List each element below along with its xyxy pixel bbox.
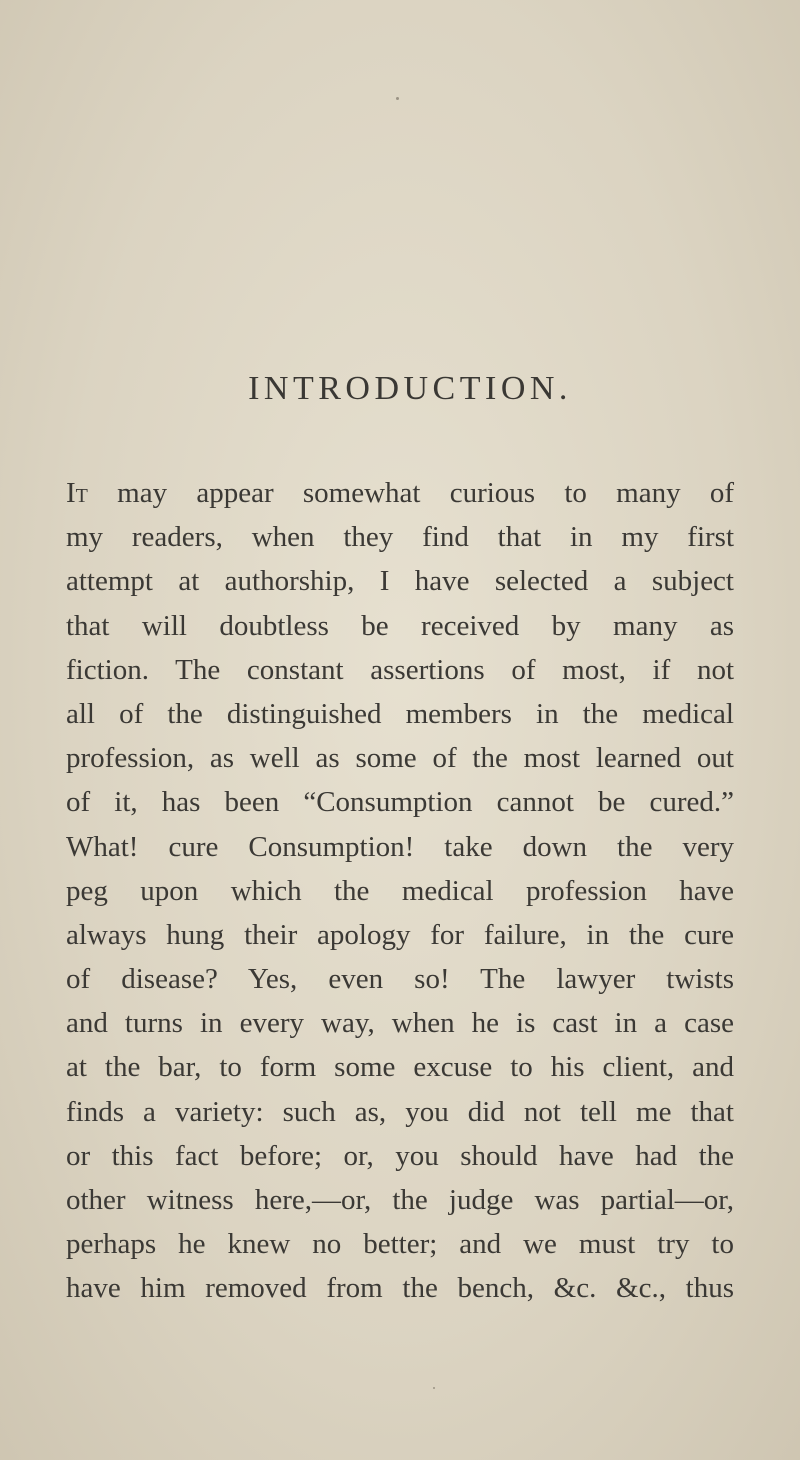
body-text — [66, 471, 734, 1311]
text-line: perhaps he knew no better; and we must try to — [66, 1228, 734, 1261]
text-line: at the bar, to form some excuse to his client, and — [66, 1051, 734, 1084]
text-line: finds a variety: such as, you did not tell me that — [66, 1095, 734, 1128]
text-line: or this fact before; or, you should have had the — [66, 1139, 734, 1172]
text-line: peg upon which the medical profession have — [66, 874, 734, 907]
text-line: and turns in every way, when he is cast in a case — [66, 1007, 734, 1040]
text-line: of it, has been “Consumption cannot be cured.” — [66, 786, 734, 819]
paper-speck — [396, 97, 399, 100]
text-line: other witness here,—or, the judge was partial—or, — [66, 1184, 734, 1216]
text-line: fiction. The constant assertions of most, if not — [66, 653, 734, 686]
text-line: that will doubtless be received by many as — [66, 609, 734, 642]
text-line: have him removed from the bench, &c. &c., thus — [66, 1272, 734, 1305]
text-line: of disease? Yes, even so! The lawyer twists — [66, 963, 734, 996]
text-line — [66, 471, 734, 515]
chapter-heading: INTRODUCTION. — [248, 370, 572, 407]
first-line-text: may appear somewhat curious to many of — [117, 477, 734, 509]
paper-speck — [433, 1387, 435, 1389]
text-line: profession, as well as some of the most learned out — [66, 742, 734, 775]
text-line: my readers, when they find that in my first — [66, 521, 734, 554]
text-line: all of the distinguished members in the medical — [66, 697, 734, 730]
text-line: attempt at authorship, I have selected a subject — [66, 565, 734, 598]
text-line: always hung their apology for failure, in the cure — [66, 918, 734, 951]
drop-word: It — [66, 477, 88, 509]
text-line: What! cure Consumption! take down the very — [66, 830, 734, 863]
